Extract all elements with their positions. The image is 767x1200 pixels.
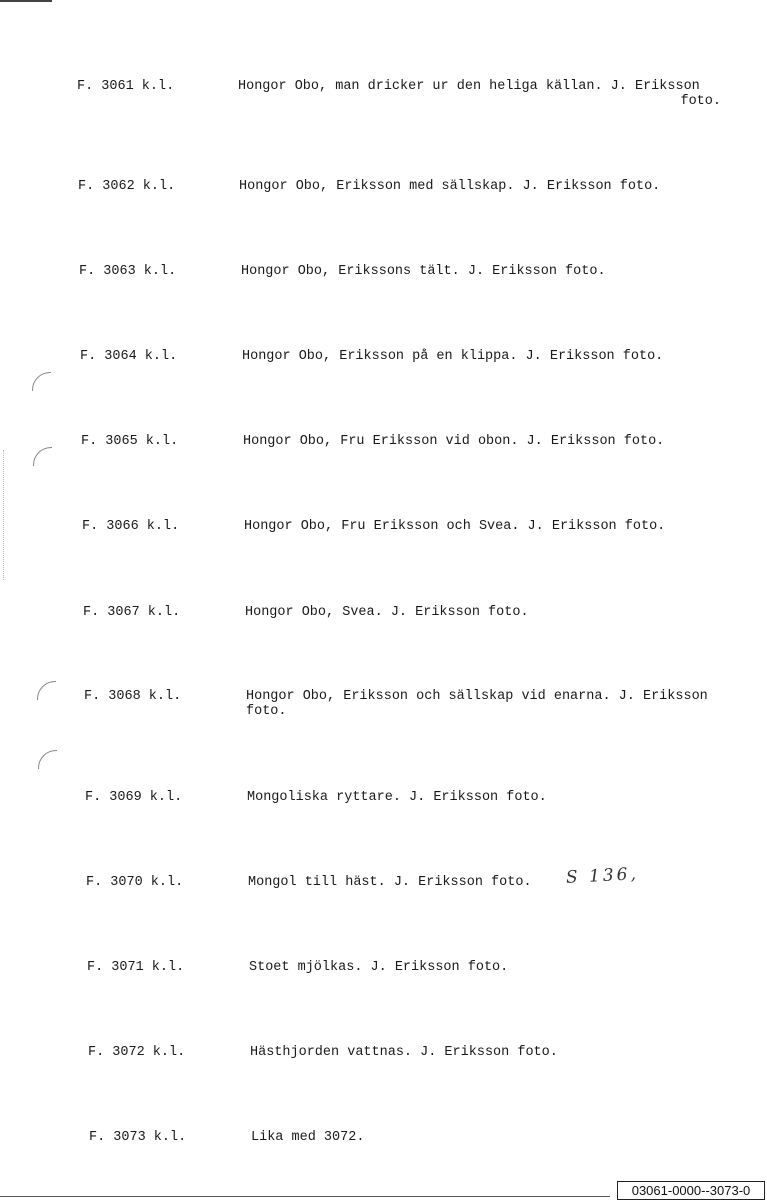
entry-description: Hongor Obo, Fru Eriksson vid obon. J. Eriksson foto. — [243, 434, 665, 449]
entry-description: Hongor Obo, Svea. J. Eriksson foto. — [245, 605, 529, 620]
entry-number: F. 3066 k.l. — [82, 519, 180, 534]
entry-description-text: Hongor Obo, Eriksson och sällskap vid enarna. J. Eriksson — [246, 689, 708, 704]
entry-number: F. 3071 k.l. — [87, 960, 185, 975]
entry-number: F. 3065 k.l. — [81, 434, 179, 449]
entry-number: F. 3072 k.l. — [88, 1045, 186, 1060]
entry-description: Hongor Obo, Fru Eriksson och Svea. J. Eriksson foto. — [244, 519, 666, 534]
entry-number: F. 3063 k.l. — [79, 264, 177, 279]
entry-description: Hongor Obo, Erikssons tält. J. Eriksson foto. — [241, 264, 606, 279]
entry-description: Mongoliska ryttare. J. Eriksson foto. — [247, 790, 547, 805]
entry-number: F. 3070 k.l. — [86, 875, 184, 890]
handwritten-annotation: S 136, — [565, 864, 640, 888]
entry-description — [238, 79, 721, 109]
entry-number: F. 3062 k.l. — [78, 179, 176, 194]
reference-code-label: 03061-0000--3073-0 — [617, 1181, 765, 1200]
entry-description: Hongor Obo, Eriksson med sällskap. J. Eriksson foto. — [239, 179, 661, 194]
card-edge-perforation — [3, 450, 5, 580]
entry-description-continuation: foto. — [246, 704, 287, 719]
entry-description: Lika med 3072. — [251, 1130, 365, 1145]
punch-hole-mark — [33, 447, 52, 466]
bottom-rule — [0, 1196, 610, 1197]
entry-number: F. 3067 k.l. — [83, 605, 181, 620]
punch-hole-mark — [37, 681, 56, 700]
entry-number: F. 3069 k.l. — [85, 790, 183, 805]
entry-number: F. 3068 k.l. — [84, 689, 182, 704]
entry-description: Hästhjorden vattnas. J. Eriksson foto. — [250, 1045, 558, 1060]
entry-number: F. 3061 k.l. — [77, 79, 175, 94]
entry-description-continuation: foto. — [680, 94, 721, 109]
entry-description — [246, 689, 708, 719]
entry-description: Mongol till häst. J. Eriksson foto. — [248, 875, 532, 890]
punch-hole-mark — [38, 750, 57, 769]
entry-description-text: Hongor Obo, man dricker ur den heliga källan. J. Eriksson — [238, 79, 700, 94]
entry-number: F. 3073 k.l. — [89, 1130, 187, 1145]
entry-description: Stoet mjölkas. J. Eriksson foto. — [249, 960, 509, 975]
punch-hole-mark — [32, 372, 51, 391]
top-rule — [0, 0, 52, 2]
entry-description: Hongor Obo, Eriksson på en klippa. J. Eriksson foto. — [242, 349, 664, 364]
entry-number: F. 3064 k.l. — [80, 349, 178, 364]
